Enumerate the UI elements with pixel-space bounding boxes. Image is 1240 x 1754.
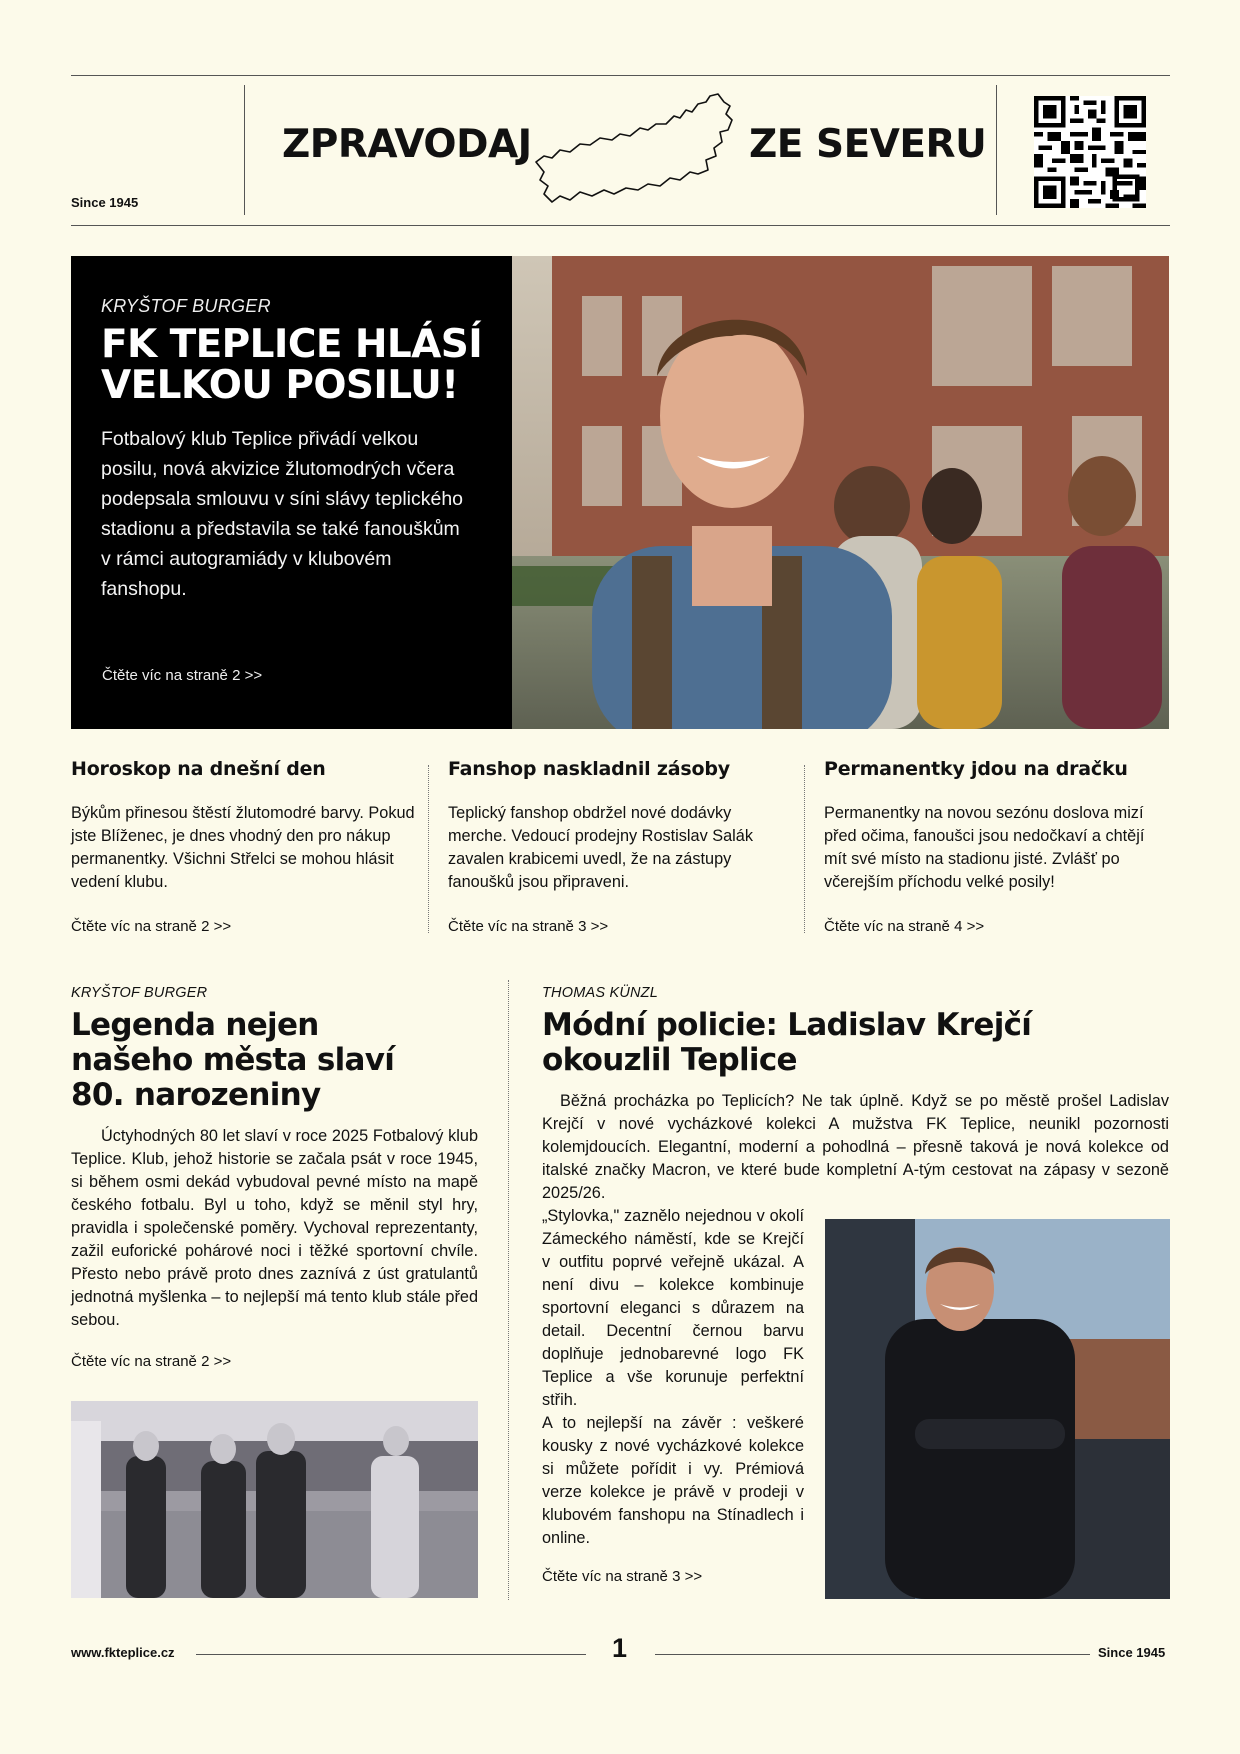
fanshop-read-more-link[interactable]: Čtěte víc na straně 3 >> <box>448 918 609 935</box>
qr-code-icon[interactable] <box>1034 96 1146 208</box>
column-fanshop <box>448 758 793 935</box>
footer-url-link[interactable]: www.fkteplice.cz <box>71 1645 175 1660</box>
region-map-icon <box>530 90 740 220</box>
header-top-rule <box>71 75 1170 76</box>
horoscope-text: Býkům přinesou štěstí žlutomodré barvy. Pokud jste Blíženec, je dnes vhodný den pro nákup permanentky. Všichni Střelci se mohou hlásit vedení klubu. <box>71 804 415 891</box>
column-season-tickets <box>824 758 1169 935</box>
player-photo <box>825 1219 1170 1599</box>
footer-since: Since 1945 <box>1098 1645 1166 1660</box>
masthead-title-left: ZPRAVODAJ <box>282 122 532 167</box>
hero-author: KRYŠTOF BURGER <box>101 296 271 316</box>
anniversary-text: Úctyhodných 80 let slaví v roce 2025 Fotbalový klub Teplice. Klub, jehož historie se začala psát v roce 1945, si během osmi dekád vybudoval pevné místo na mapě českého fotbalu. Byl u toho, když se měnil styl hry, pravidla i společenské poměry. Vychoval reprezentanty, zažil euforické pohárové noci i těžké sportovní chvíle. Přesto nebo právě proto dnes zaznívá z úst gratulantů jednotná myšlenka – to nejlepší má tento klub stále před sebou. <box>71 1127 478 1329</box>
horoscope-read-more-link[interactable]: Čtěte víc na straně 2 >> <box>71 918 232 935</box>
hero-read-more-link[interactable]: Čtěte víc na straně 2 >> <box>102 667 263 684</box>
since-label: Since 1945 <box>71 195 139 210</box>
fashion-lead: Běžná procházka po Teplicích? Ne tak úplně. Když se po městě prošel Ladislav Krejčí v nové vycházkové kolekci A mužstva FK Teplice, neunikl pozornosti kolemjdoucích. Elegantní, moderní a pohodlná – přesně taková je nová kolekce od italské značky Macron, ve které bude kompletní A-tým cestovat na zápasy v sezoně 2025/26. <box>542 1092 1169 1202</box>
hero-photo <box>512 256 1169 729</box>
footer-rule-right <box>655 1654 1090 1655</box>
column-divider-2 <box>804 765 805 933</box>
header-divider-left <box>244 85 245 215</box>
fashion-text-2: A to nejlepší na závěr : veškeré kousky z nové vycházkové kolekce si můžete pořídit i vy. Prémiová verze kolekce je právě v prodeji v klubovém fanshopu na Stínadlech i online. <box>542 1414 804 1547</box>
fashion-text-1: „Stylovka," zaznělo nejednou v okolí Zámeckého náměstí, kde se Krejčí v outfitu poprvé veřejně ukázal. A není divu – kolekce kombinuje sportovní eleganci s důrazem na detail. Decentní černou barvu doplňuje jednobarevné logo FK Teplice a vše korunuje perfektní střih. <box>542 1207 804 1409</box>
season-tickets-text: Permanentky na novou sezónu doslova mizí před očima, fanoušci jsou nedočkaví a chtějí mít své místo na stadionu jisté. Zvlášť po včerejším příchodu velké posily! <box>824 804 1145 891</box>
fashion-read-more-link[interactable]: Čtěte víc na straně 3 >> <box>542 1568 703 1585</box>
footer-rule-left <box>196 1654 586 1655</box>
column-horoscope <box>71 758 416 935</box>
header-divider-right <box>996 85 997 215</box>
hero-headline: FK TEPLICE HLÁSÍ VELKOU POSILU! <box>101 322 483 408</box>
article-divider <box>508 980 509 1600</box>
anniversary-headline: Legenda nejen našeho města slaví 80. narozeniny <box>71 1007 395 1113</box>
historic-team-photo <box>71 1401 478 1598</box>
header-bottom-rule <box>71 225 1170 226</box>
page-number: 1 <box>612 1633 628 1663</box>
fashion-headline: Módní policie: Ladislav Krejčí okouzlil Teplice <box>542 1007 1032 1078</box>
hero-text: Fotbalový klub Teplice přivádí velkou posilu, nová akvizice žlutomodrých včera podepsala smlouvu v síni slávy teplického stadionu a představila se také fanouškům v rámci autogramiády v klubovém fanshopu. <box>101 428 464 600</box>
hero-panel <box>71 256 512 729</box>
fanshop-heading: Fanshop naskladnil zásoby <box>448 758 730 780</box>
fashion-author: THOMAS KÜNZL <box>542 985 658 1001</box>
season-tickets-heading: Permanentky jdou na dračku <box>824 758 1128 780</box>
column-divider-1 <box>428 765 429 933</box>
anniversary-author: KRYŠTOF BURGER <box>71 985 208 1001</box>
masthead-title-right: ZE SEVERU <box>749 122 987 167</box>
season-tickets-read-more-link[interactable]: Čtěte víc na straně 4 >> <box>824 918 985 935</box>
horoscope-heading: Horoskop na dnešní den <box>71 758 326 780</box>
fanshop-text: Teplický fanshop obdržel nové dodávky merche. Vedoucí prodejny Rostislav Salák zavalen krabicemi uvedl, že na zástupy fanoušků jsou připraveni. <box>448 804 753 891</box>
anniversary-read-more-link[interactable]: Čtěte víc na straně 2 >> <box>71 1353 232 1370</box>
